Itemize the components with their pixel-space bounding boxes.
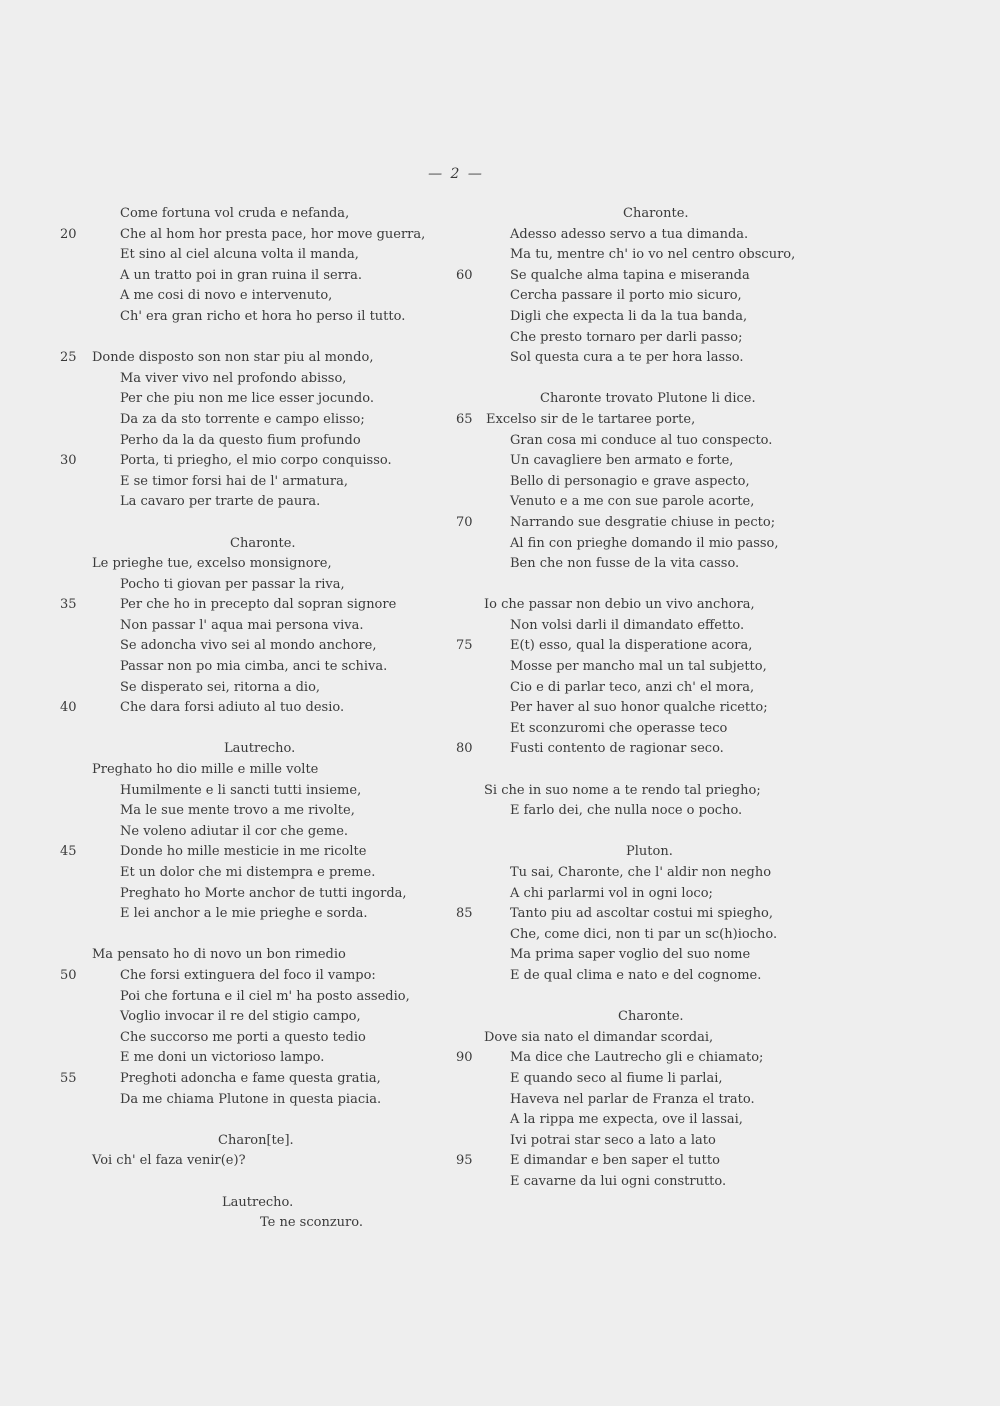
line-number: 75 (456, 638, 473, 654)
verse-line (456, 1090, 846, 1111)
verse-line (456, 328, 846, 349)
verse-text: A me cosi di novo e intervenuto, (120, 288, 333, 304)
verse-text: Preghato ho dio mille e mille volte (92, 762, 319, 778)
line-number: 45 (60, 844, 77, 860)
verse-line (456, 1110, 846, 1131)
verse-text: Cio e di parlar teco, anzi ch' el mora, (510, 679, 755, 695)
verse-line (60, 801, 460, 822)
verse-line (456, 801, 846, 822)
verse-text: Ma tu, mentre ch' io vo nel centro obscuro, (510, 247, 796, 263)
verse-line (60, 822, 460, 843)
verse-text: Tanto piu ad ascoltar costui mi spiegho, (510, 906, 773, 922)
line-number: 60 (456, 267, 473, 283)
line-number: 25 (60, 350, 77, 366)
verse-text: Se adoncha vivo sei al mondo anchore, (120, 638, 377, 654)
line-number: 70 (456, 514, 473, 530)
verse-text: E quando seco al fiume li parlai, (510, 1070, 723, 1086)
line-number: 95 (456, 1153, 473, 1169)
speaker-name: Lautrecho. (224, 741, 296, 757)
verse-line (60, 842, 460, 863)
verse-text: Per haver al suo honor qualche ricetto; (510, 700, 768, 716)
verse-text: Ma prima saper voglio del suo nome (510, 947, 751, 963)
line-number: 90 (456, 1050, 473, 1066)
speaker-name: Charonte. (618, 1009, 684, 1025)
verse-text: Se qualche alma tapina e miseranda (510, 267, 750, 283)
verse-line (60, 1090, 460, 1111)
verse-line (456, 554, 846, 575)
verse-line (456, 492, 846, 513)
verse-text: Le prieghe tue, excelso monsignore, (92, 556, 332, 572)
verse-text: Per che piu non me lice esser jocundo. (120, 391, 374, 407)
verse-line (60, 225, 460, 246)
verse-line (60, 472, 460, 493)
verse-text: A chi parlarmi vol in ogni loco; (510, 885, 713, 901)
verse-line (60, 945, 460, 966)
stanza-gap (456, 822, 846, 843)
verse-text: Perho da la da questo fium profundo (120, 432, 361, 448)
line-number: 40 (60, 700, 77, 716)
verse-line (60, 698, 460, 719)
verse-text: Ma dice che Lautrecho gli e chiamato; (510, 1050, 764, 1066)
verse-text: Che presto tornaro per darli passo; (510, 329, 743, 345)
verse-line (456, 657, 846, 678)
speaker-name: Charon[te]. (218, 1132, 294, 1148)
verse-text: Et sconzuromi che operasse teco (510, 720, 728, 736)
verse-text: Io che passar non debio un vivo anchora, (484, 597, 755, 613)
verse-line (456, 781, 846, 802)
verse-text: Che succorso me porti a questo tedio (120, 1029, 366, 1045)
speaker-heading (60, 739, 460, 760)
verse-text: Adesso adesso servo a tua dimanda. (510, 226, 749, 242)
verse-line (60, 636, 460, 657)
verse-line (456, 245, 846, 266)
verse-text: Ne voleno adiutar il cor che geme. (120, 823, 349, 839)
verse-line (60, 451, 460, 472)
verse-line (456, 1028, 846, 1049)
verse-text: Voglio invocar il re del stigio campo, (120, 1009, 361, 1025)
verse-text: Et un dolor che mi distempra e preme. (120, 865, 376, 880)
verse-line (60, 1048, 460, 1069)
verse-text: E dimandar e ben saper el tutto (510, 1153, 720, 1169)
left-column (60, 204, 460, 1234)
speaker-name: Lautrecho. (222, 1194, 294, 1210)
verse-text: A un tratto poi in gran ruina il serra. (120, 267, 363, 283)
verse-line (456, 595, 846, 616)
speaker-heading (60, 1193, 460, 1214)
verse-text: E farlo dei, che nulla noce o pocho. (510, 803, 743, 819)
page-number: — 2 — (428, 166, 484, 182)
speaker-heading (456, 842, 846, 863)
verse-line (456, 307, 846, 328)
verse-line (456, 451, 846, 472)
verse-line (456, 904, 846, 925)
line-number: 35 (60, 597, 77, 613)
verse-line (456, 719, 846, 740)
verse-line (456, 863, 846, 884)
line-number: 65 (456, 411, 473, 427)
stanza-gap (456, 760, 846, 781)
verse-text: E cavarne da lui ogni construtto. (510, 1173, 727, 1189)
verse-text: Porta, ti priegho, el mio corpo conquisso. (120, 453, 392, 469)
stanza-gap (456, 575, 846, 596)
verse-text: Et sino al ciel alcuna volta il manda, (120, 247, 359, 263)
line-number: 85 (456, 906, 473, 922)
verse-text: Poi che fortuna e il ciel m' ha posto assedio, (120, 988, 410, 1004)
verse-text: Bello di personagio e grave aspecto, (510, 473, 750, 489)
speaker-name: Pluton. (626, 844, 673, 860)
verse-line (456, 225, 846, 246)
verse-text: Haveva nel parlar de Franza el trato. (510, 1091, 755, 1107)
verse-text: Un cavagliere ben armato e forte, (510, 453, 734, 469)
verse-line (60, 575, 460, 596)
verse-text: A la rippa me expecta, ove il lassai, (510, 1112, 743, 1128)
verse-line (456, 678, 846, 699)
stanza-gap (60, 513, 460, 534)
verse-line (60, 389, 460, 410)
verse-line (60, 204, 460, 225)
verse-text: Ma le sue mente trovo a me rivolte, (120, 803, 355, 819)
verse-line (60, 595, 460, 616)
verse-text: Si che in suo nome a te rendo tal priegho; (484, 782, 761, 798)
verse-text: Fusti contento de ragionar seco. (510, 741, 724, 757)
verse-line (60, 1151, 460, 1172)
verse-line (456, 534, 846, 555)
verse-line (60, 369, 460, 390)
verse-text: Donde disposto son non star piu al mondo, (92, 350, 374, 366)
right-column (456, 204, 846, 1193)
verse-text: Narrando sue desgratie chiuse in pecto; (510, 514, 776, 530)
speaker-heading (456, 389, 846, 410)
verse-line (456, 966, 846, 987)
verse-text: Che al hom hor presta pace, hor move guerra, (120, 226, 426, 242)
verse-line (456, 472, 846, 493)
verse-text: Da me chiama Plutone in questa piacia. (120, 1091, 382, 1107)
verse-text: La cavaro per trarte de paura. (120, 494, 321, 510)
verse-line (60, 863, 460, 884)
stanza-gap (60, 328, 460, 349)
speaker-heading (60, 1213, 460, 1234)
verse-text: Mosse per mancho mal un tal subjetto, (510, 659, 767, 675)
verse-text: Non passar l' aqua mai persona viva. (120, 617, 364, 633)
verse-line (60, 760, 460, 781)
verse-line (60, 1007, 460, 1028)
verse-line (456, 1131, 846, 1152)
verse-line (60, 966, 460, 987)
verse-line (456, 945, 846, 966)
verse-text: Da za da sto torrente e campo elisso; (120, 411, 365, 427)
verse-line (456, 698, 846, 719)
line-number: 55 (60, 1070, 77, 1086)
verse-text: Che dara forsi adiuto al tuo desio. (120, 700, 345, 716)
verse-text: Pocho ti giovan per passar la riva, (120, 576, 345, 592)
verse-text: Humilmente e li sancti tutti insieme, (120, 782, 362, 798)
verse-text: Ben che non fusse de la vita casso. (510, 556, 740, 572)
verse-line (60, 781, 460, 802)
verse-text: E se timor forsi hai de l' armatura, (120, 473, 348, 489)
verse-text: Preghato ho Morte anchor de tutti ingorda, (120, 885, 407, 901)
verse-line (60, 987, 460, 1008)
verse-line (456, 636, 846, 657)
verse-line (456, 266, 846, 287)
stanza-gap (60, 719, 460, 740)
verse-line (60, 904, 460, 925)
verse-line (60, 616, 460, 637)
line-number: 20 (60, 226, 77, 242)
verse-line (456, 1151, 846, 1172)
verse-line (60, 348, 460, 369)
speaker-heading (456, 204, 846, 225)
verse-line (60, 431, 460, 452)
stanza-gap (60, 1110, 460, 1131)
verse-line (60, 554, 460, 575)
verse-line (456, 884, 846, 905)
speaker-heading (60, 534, 460, 555)
verse-line (456, 431, 846, 452)
verse-line (60, 1028, 460, 1049)
stanza-gap (60, 1172, 460, 1193)
verse-line (60, 678, 460, 699)
verse-line (456, 513, 846, 534)
verse-text: E de qual clima e nato e del cognome. (510, 967, 762, 983)
speaker-name: Te ne sconzuro. (260, 1215, 364, 1231)
verse-line (60, 492, 460, 513)
verse-line (456, 286, 846, 307)
stanza-gap (456, 987, 846, 1008)
verse-line (456, 616, 846, 637)
verse-text: E(t) esso, qual la disperatione acora, (510, 638, 753, 654)
stanza-gap (456, 369, 846, 390)
verse-line (456, 739, 846, 760)
verse-line (60, 266, 460, 287)
verse-text: Dove sia nato el dimandar scordai, (484, 1029, 714, 1045)
verse-text: Sol questa cura a te per hora lasso. (510, 350, 744, 366)
verse-line (60, 884, 460, 905)
speaker-name: Charonte trovato Plutone li dice. (540, 391, 756, 407)
verse-line (456, 1069, 846, 1090)
verse-text: Tu sai, Charonte, che l' aldir non negho (510, 865, 772, 880)
stanza-gap (60, 925, 460, 946)
verse-line (456, 410, 846, 431)
speaker-name: Charonte. (230, 535, 296, 551)
verse-text: Per che ho in precepto dal sopran signore (120, 597, 397, 613)
verse-text: Se disperato sei, ritorna a dio, (120, 679, 321, 695)
verse-line (456, 1172, 846, 1193)
verse-text: Digli che expecta li da la tua banda, (510, 308, 748, 324)
verse-text: Excelso sir de le tartaree porte, (486, 411, 696, 427)
verse-text: Gran cosa mi conduce al tuo conspecto. (510, 432, 773, 448)
verse-line (60, 245, 460, 266)
verse-line (456, 925, 846, 946)
verse-text: Voi ch' el faza venir(e)? (92, 1153, 246, 1169)
verse-text: Ma viver vivo nel profondo abisso, (120, 370, 347, 386)
verse-text: Ivi potrai star seco a lato a lato (510, 1132, 716, 1148)
speaker-heading (60, 1131, 460, 1152)
line-number: 50 (60, 967, 77, 983)
verse-line (456, 1048, 846, 1069)
verse-text: Che, come dici, non ti par un sc(h)iocho. (510, 926, 778, 942)
verse-text: Cercha passare il porto mio sicuro, (510, 288, 742, 304)
speaker-name: Charonte. (623, 206, 689, 221)
verse-line (60, 1069, 460, 1090)
verse-line (60, 307, 460, 328)
verse-text: Venuto e a me con sue parole acorte, (510, 494, 755, 510)
speaker-heading (456, 1007, 846, 1028)
verse-text: Ch' era gran richo et hora ho perso il tutto. (120, 308, 406, 324)
verse-text: Come fortuna vol cruda e nefanda, (120, 206, 350, 221)
verse-text: Ma pensato ho di novo un bon rimedio (92, 947, 346, 963)
verse-line (60, 657, 460, 678)
verse-text: Al fin con prieghe domando il mio passo, (510, 535, 779, 551)
verse-text: Non volsi darli il dimandato effetto. (510, 617, 745, 633)
verse-line (60, 286, 460, 307)
verse-text: E me doni un victorioso lampo. (120, 1050, 325, 1066)
verse-text: E lei anchor a le mie prieghe e sorda. (120, 906, 368, 922)
verse-line (456, 348, 846, 369)
line-number: 80 (456, 741, 473, 757)
line-number: 30 (60, 453, 77, 469)
verse-line (60, 410, 460, 431)
verse-text: Donde ho mille mesticie in me ricolte (120, 844, 367, 860)
verse-text: Passar non po mia cimba, anci te schiva. (120, 659, 388, 675)
verse-text: Preghoti adoncha e fame questa gratia, (120, 1070, 381, 1086)
verse-text: Che forsi extinguera del foco il vampo: (120, 967, 376, 983)
